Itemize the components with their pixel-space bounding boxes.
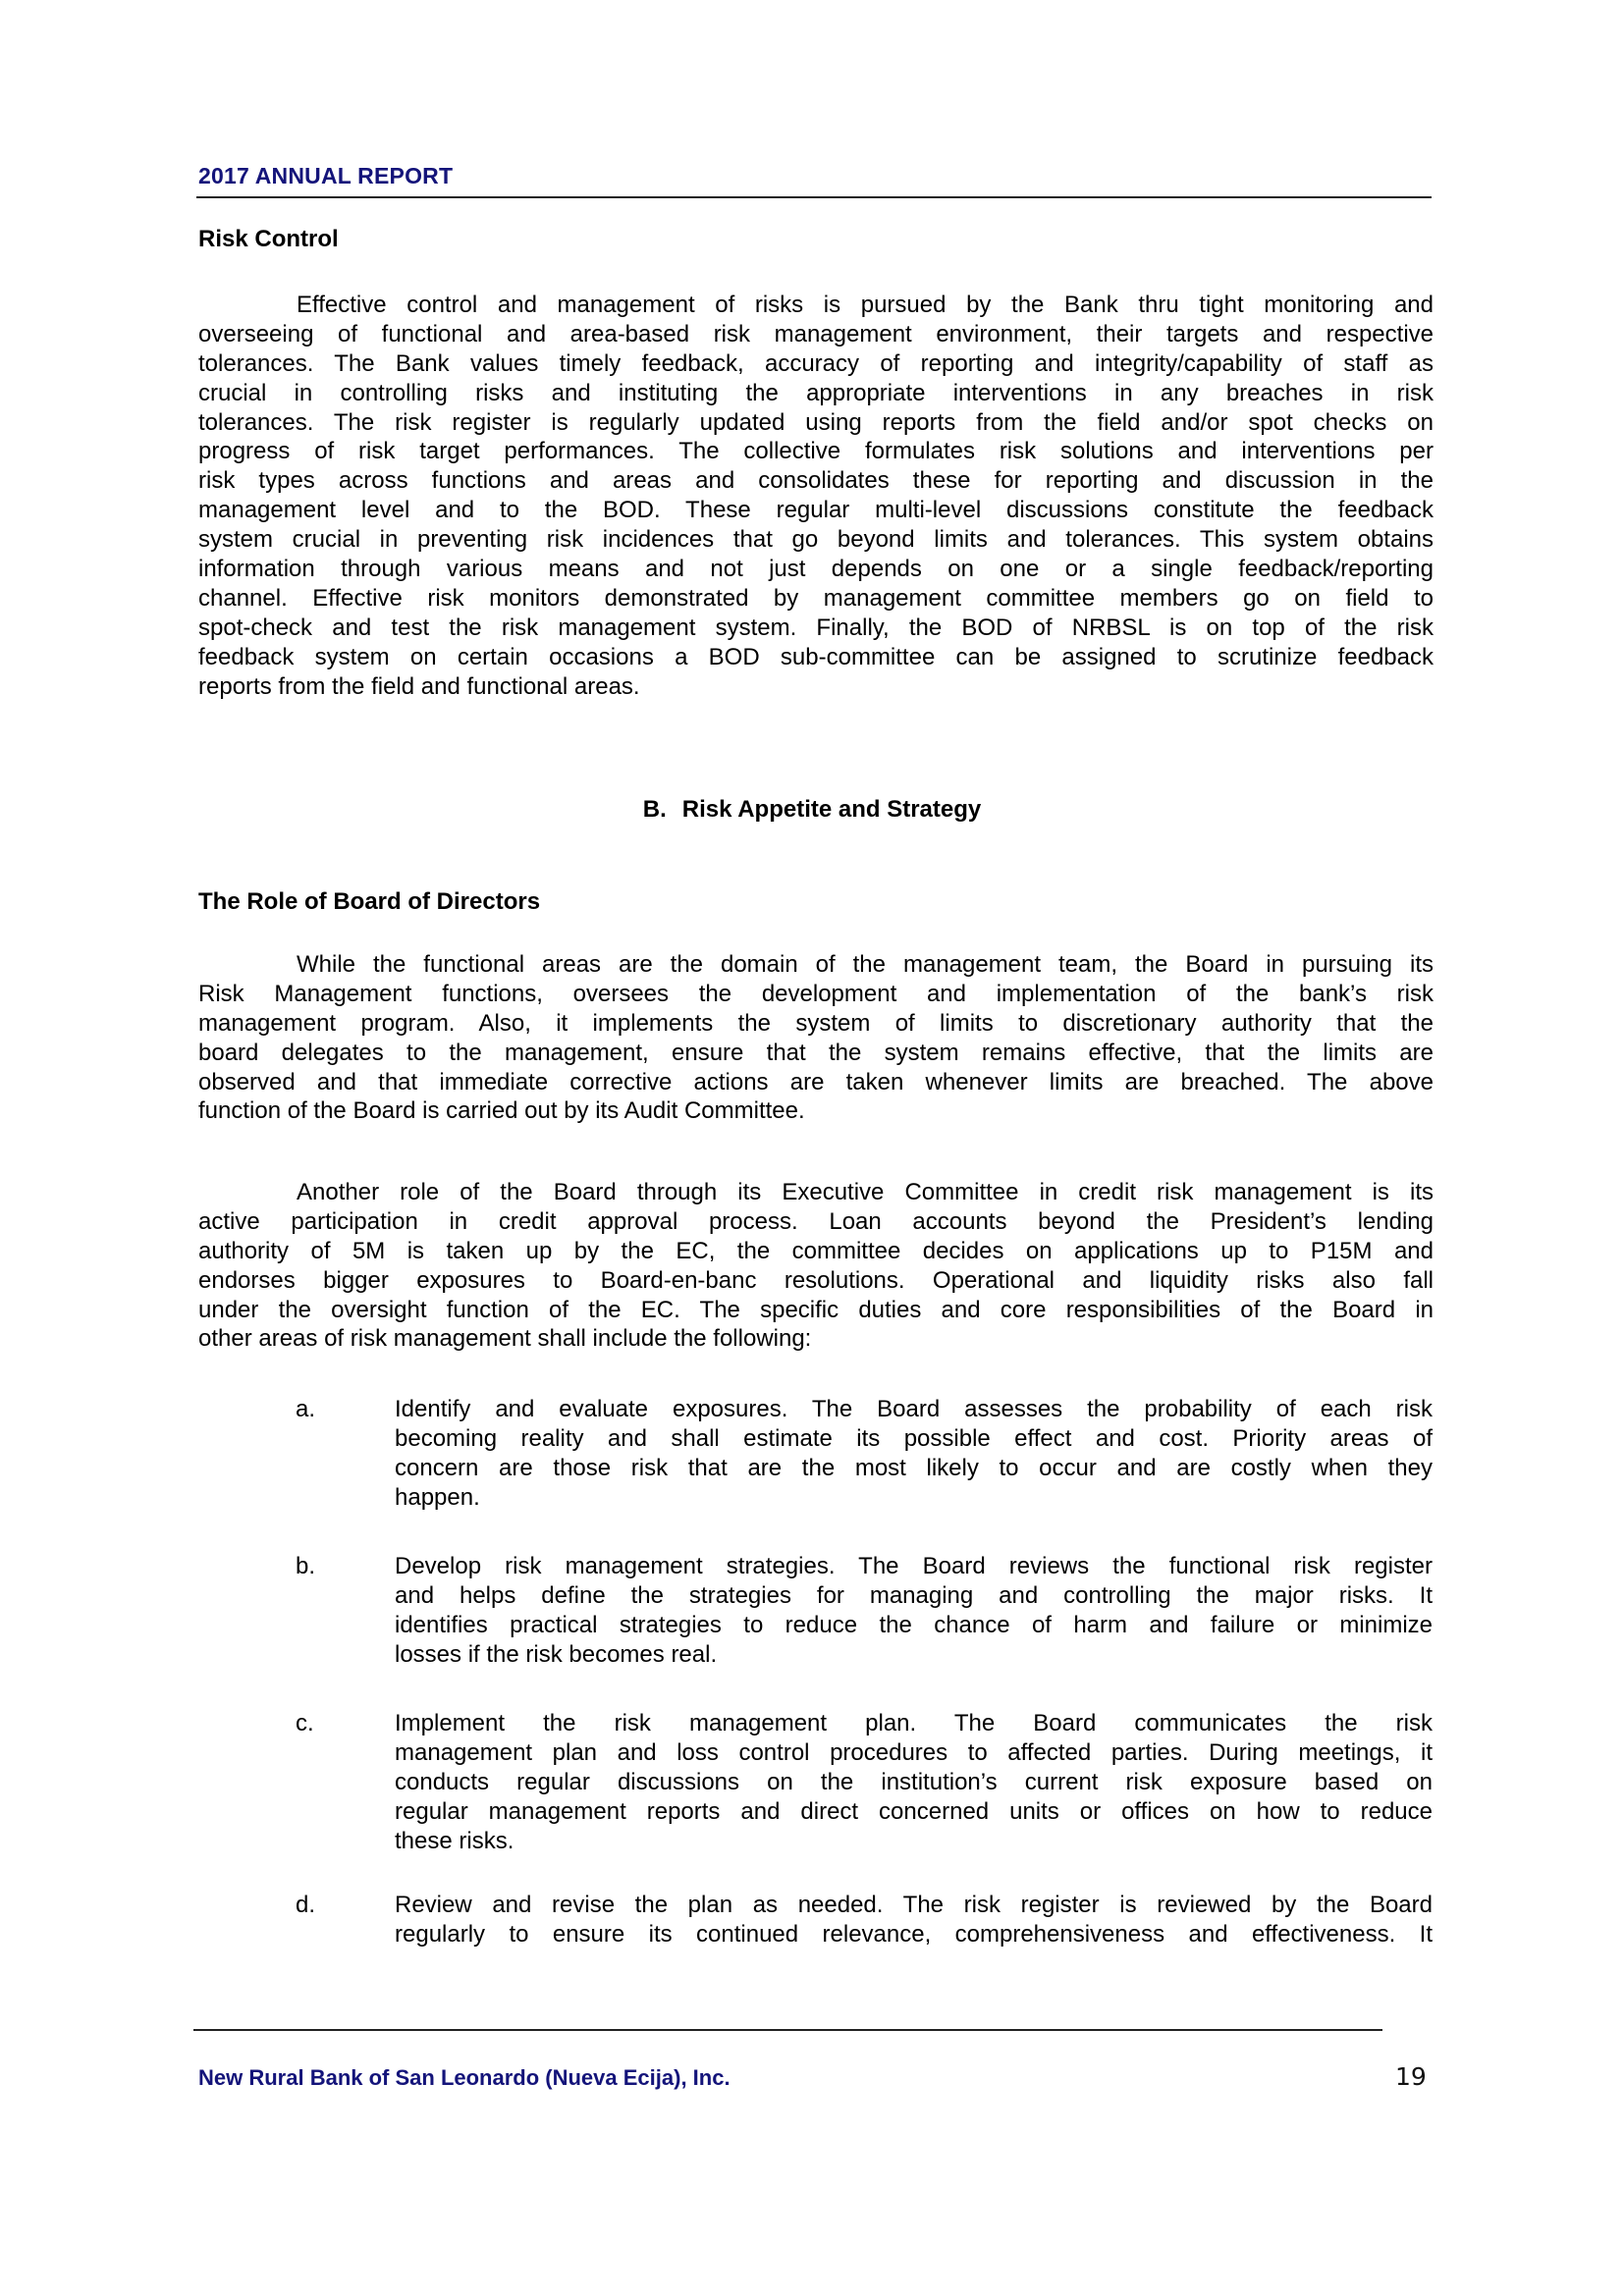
section-title: Risk Appetite and Strategy <box>681 796 982 823</box>
list-marker: c. <box>296 1710 314 1736</box>
text-line: Identify and evaluate exposures. The Board assesses the probability of each risk <box>395 1396 1433 1422</box>
text-line: happen. <box>395 1483 480 1511</box>
text-line: Another role of the Board through its Executive Committee in credit risk management is its <box>297 1179 1434 1205</box>
text-line: conducts regular discussions on the institution’s current risk exposure based on <box>395 1768 1433 1795</box>
text-line: system crucial in preventing risk incidences that go beyond limits and tolerances. This system obtains <box>198 526 1434 554</box>
list-marker: d. <box>296 1892 316 1918</box>
text-line: tolerances. The Bank values timely feedback, accuracy of reporting and integrity/capability of staff as <box>198 349 1434 377</box>
text-line: becoming reality and shall estimate its possible effect and cost. Priority areas of <box>395 1424 1433 1452</box>
list-item-text <box>395 1395 1433 1513</box>
text-line: management plan and loss control procedures to affected parties. During meetings, it <box>395 1738 1433 1766</box>
text-line: spot-check and test the risk management system. Finally, the BOD of NRBSL is on top of the risk <box>198 614 1434 641</box>
section-heading-risk-appetite <box>0 796 1624 824</box>
list-marker: a. <box>296 1396 316 1422</box>
text-line: regular management reports and direct concerned units or offices on how to reduce <box>395 1797 1433 1825</box>
text-line: identifies practical strategies to reduce the chance of harm and failure or minimize <box>395 1611 1433 1638</box>
section-heading-risk-control: Risk Control <box>198 226 339 252</box>
list-marker: b. <box>296 1553 316 1579</box>
text-line: endorses bigger exposures to Board-en-banc resolutions. Operational and liquidity risks also fall <box>198 1266 1434 1294</box>
text-line: crucial in controlling risks and instituting the appropriate interventions in any breaches in risk <box>198 379 1434 406</box>
paragraph-board-role-1 <box>198 950 1434 1126</box>
text-line: board delegates to the management, ensure that the system remains effective, that the limits are <box>198 1039 1434 1066</box>
text-line: under the oversight function of the EC. The specific duties and core responsibilities of the Board in <box>198 1296 1434 1323</box>
text-line: function of the Board is carried out by its Audit Committee. <box>198 1097 805 1125</box>
text-line: management level and to the BOD. These regular multi-level discussions constitute the feedback <box>198 497 1434 524</box>
section-heading-board-role: The Role of Board of Directors <box>198 888 541 915</box>
footer-organization-name: New Rural Bank of San Leonardo (Nueva Ecija), Inc. <box>198 2065 731 2090</box>
text-line: risk types across functions and areas and consolidates these for reporting and discussion in the <box>198 467 1434 495</box>
text-line: other areas of risk management shall include the following: <box>198 1325 812 1353</box>
page-number: 19 <box>1395 2062 1427 2091</box>
text-line: active participation in credit approval process. Loan accounts beyond the President’s lending <box>198 1207 1434 1235</box>
text-line: and helps define the strategies for managing and controlling the major risks. It <box>395 1581 1433 1609</box>
section-marker: B. <box>642 796 667 823</box>
text-line: Implement the risk management plan. The Board communicates the risk <box>395 1710 1433 1736</box>
text-line: authority of 5M is taken up by the EC, the committee decides on applications up to P15M and <box>198 1237 1434 1264</box>
text-line: regularly to ensure its continued relevance, comprehensiveness and effectiveness. It <box>395 1920 1433 1948</box>
text-line: Review and revise the plan as needed. The risk register is reviewed by the Board <box>395 1892 1433 1918</box>
report-header-title: 2017 ANNUAL REPORT <box>198 163 454 188</box>
list-item-text <box>395 1552 1433 1670</box>
text-line: observed and that immediate corrective actions are taken whenever limits are breached. The above <box>198 1068 1434 1095</box>
list-item-text <box>395 1709 1433 1855</box>
header-divider <box>196 196 1432 198</box>
text-line: feedback system on certain occasions a BOD sub-committee can be assigned to scrutinize feedback <box>198 643 1434 670</box>
paragraph-board-role-2 <box>198 1178 1434 1354</box>
text-line: these risks. <box>395 1827 514 1854</box>
text-line: losses if the risk becomes real. <box>395 1640 718 1668</box>
text-line: Develop risk management strategies. The Board reviews the functional risk register <box>395 1553 1433 1579</box>
text-line: management program. Also, it implements the system of limits to discretionary authority that the <box>198 1009 1434 1037</box>
text-line: channel. Effective risk monitors demonstrated by management committee members go on field to <box>198 584 1434 612</box>
list-item-text <box>395 1891 1433 1949</box>
paragraph-risk-control <box>198 291 1434 701</box>
text-line: information through various means and not just depends on one or a single feedback/reporting <box>198 556 1434 583</box>
text-line: tolerances. The risk register is regularly updated using reports from the field and/or spot checks on <box>198 408 1434 436</box>
text-line: Risk Management functions, oversees the development and implementation of the bank’s risk <box>198 980 1434 1007</box>
footer-divider <box>193 2029 1382 2031</box>
text-line: progress of risk target performances. The collective formulates risk solutions and interventions per <box>198 438 1434 465</box>
text-line: concern are those risk that are the most likely to occur and are costly when they <box>395 1454 1433 1481</box>
text-line: While the functional areas are the domain of the management team, the Board in pursuing its <box>297 951 1434 978</box>
text-line: Effective control and management of risks is pursued by the Bank thru tight monitoring and <box>297 292 1434 318</box>
text-line: reports from the field and functional areas. <box>198 672 640 700</box>
text-line: overseeing of functional and area-based risk management environment, their targets and respective <box>198 320 1434 347</box>
